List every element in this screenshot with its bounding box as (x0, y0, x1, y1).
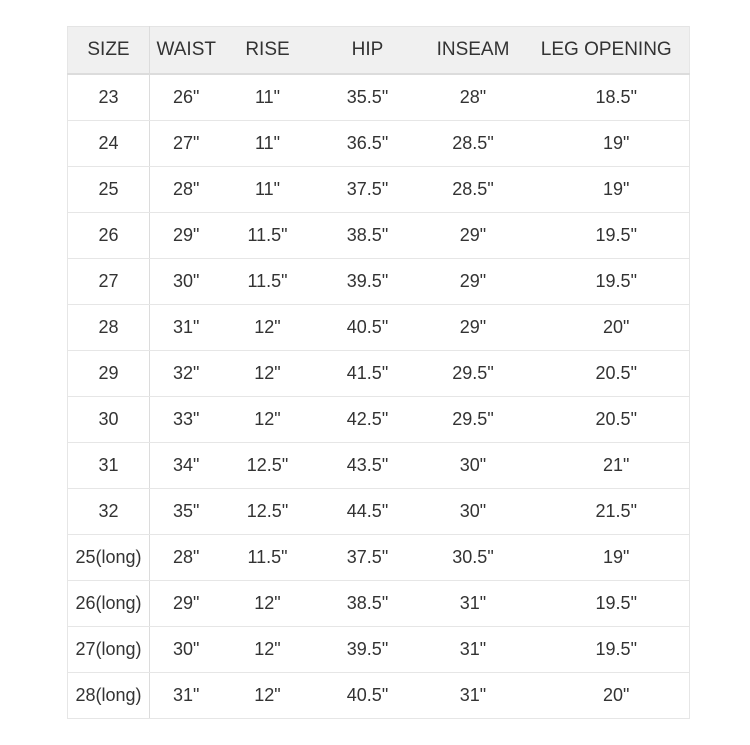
waist-cell: 30" (150, 627, 223, 673)
waist-cell: 30" (150, 259, 223, 305)
leg-opening-cell: 20.5" (524, 351, 690, 397)
table-row (68, 673, 690, 719)
inseam-cell: 30.5" (423, 535, 524, 581)
waist-cell: 27" (150, 121, 223, 167)
hip-cell: 41.5" (313, 351, 423, 397)
size-cell: 26(long) (68, 581, 150, 627)
rise-cell: 11.5" (223, 535, 313, 581)
table-row (68, 259, 690, 305)
rise-cell: 12" (223, 397, 313, 443)
rise-cell: 11" (223, 74, 313, 121)
leg-opening-cell: 19.5" (524, 627, 690, 673)
hip-cell: 39.5" (313, 259, 423, 305)
leg-opening-cell: 19" (524, 535, 690, 581)
column-header-inseam: INSEAM (423, 27, 524, 75)
table-row (68, 397, 690, 443)
leg-opening-cell: 20" (524, 673, 690, 719)
size-cell: 25 (68, 167, 150, 213)
hip-cell: 40.5" (313, 305, 423, 351)
inseam-cell: 28.5" (423, 167, 524, 213)
column-header-size: SIZE (68, 27, 150, 75)
hip-cell: 38.5" (313, 581, 423, 627)
size-chart-table (67, 26, 690, 719)
hip-cell: 44.5" (313, 489, 423, 535)
rise-cell: 12" (223, 305, 313, 351)
inseam-cell: 29" (423, 305, 524, 351)
hip-cell: 42.5" (313, 397, 423, 443)
inseam-cell: 29.5" (423, 351, 524, 397)
leg-opening-cell: 19" (524, 121, 690, 167)
size-cell: 25(long) (68, 535, 150, 581)
table-row (68, 443, 690, 489)
waist-cell: 29" (150, 213, 223, 259)
waist-cell: 28" (150, 167, 223, 213)
column-header-leg-opening: LEG OPENING (524, 27, 690, 75)
inseam-cell: 31" (423, 627, 524, 673)
leg-opening-cell: 19.5" (524, 259, 690, 305)
inseam-cell: 31" (423, 673, 524, 719)
table-row (68, 535, 690, 581)
leg-opening-cell: 21" (524, 443, 690, 489)
size-cell: 27(long) (68, 627, 150, 673)
table-row (68, 213, 690, 259)
rise-cell: 12" (223, 673, 313, 719)
size-cell: 27 (68, 259, 150, 305)
size-cell: 32 (68, 489, 150, 535)
hip-cell: 38.5" (313, 213, 423, 259)
table-row (68, 74, 690, 121)
column-header-rise: RISE (223, 27, 313, 75)
size-cell: 30 (68, 397, 150, 443)
rise-cell: 11" (223, 167, 313, 213)
table-row (68, 581, 690, 627)
leg-opening-cell: 20" (524, 305, 690, 351)
leg-opening-cell: 18.5" (524, 74, 690, 121)
inseam-cell: 28.5" (423, 121, 524, 167)
size-cell: 26 (68, 213, 150, 259)
column-header-waist: WAIST (150, 27, 223, 75)
waist-cell: 33" (150, 397, 223, 443)
waist-cell: 32" (150, 351, 223, 397)
waist-cell: 28" (150, 535, 223, 581)
inseam-cell: 30" (423, 489, 524, 535)
leg-opening-cell: 19.5" (524, 581, 690, 627)
hip-cell: 39.5" (313, 627, 423, 673)
waist-cell: 34" (150, 443, 223, 489)
size-cell: 28 (68, 305, 150, 351)
size-cell: 29 (68, 351, 150, 397)
hip-cell: 36.5" (313, 121, 423, 167)
size-cell: 31 (68, 443, 150, 489)
size-cell: 23 (68, 74, 150, 121)
leg-opening-cell: 20.5" (524, 397, 690, 443)
table-row (68, 489, 690, 535)
table-row (68, 121, 690, 167)
waist-cell: 29" (150, 581, 223, 627)
hip-cell: 37.5" (313, 535, 423, 581)
inseam-cell: 29" (423, 259, 524, 305)
inseam-cell: 31" (423, 581, 524, 627)
header-row (68, 27, 690, 75)
leg-opening-cell: 19" (524, 167, 690, 213)
rise-cell: 12" (223, 351, 313, 397)
rise-cell: 11.5" (223, 259, 313, 305)
rise-cell: 11.5" (223, 213, 313, 259)
size-cell: 24 (68, 121, 150, 167)
waist-cell: 31" (150, 673, 223, 719)
rise-cell: 11" (223, 121, 313, 167)
table-row (68, 627, 690, 673)
waist-cell: 35" (150, 489, 223, 535)
size-cell: 28(long) (68, 673, 150, 719)
hip-cell: 43.5" (313, 443, 423, 489)
rise-cell: 12" (223, 627, 313, 673)
inseam-cell: 28" (423, 74, 524, 121)
waist-cell: 26" (150, 74, 223, 121)
table-row (68, 351, 690, 397)
size-chart-body (68, 74, 690, 719)
leg-opening-cell: 19.5" (524, 213, 690, 259)
hip-cell: 37.5" (313, 167, 423, 213)
inseam-cell: 29.5" (423, 397, 524, 443)
inseam-cell: 30" (423, 443, 524, 489)
column-header-hip: HIP (313, 27, 423, 75)
inseam-cell: 29" (423, 213, 524, 259)
rise-cell: 12.5" (223, 443, 313, 489)
size-chart-header (68, 27, 690, 75)
hip-cell: 40.5" (313, 673, 423, 719)
rise-cell: 12" (223, 581, 313, 627)
table-row (68, 305, 690, 351)
rise-cell: 12.5" (223, 489, 313, 535)
waist-cell: 31" (150, 305, 223, 351)
hip-cell: 35.5" (313, 74, 423, 121)
table-row (68, 167, 690, 213)
leg-opening-cell: 21.5" (524, 489, 690, 535)
